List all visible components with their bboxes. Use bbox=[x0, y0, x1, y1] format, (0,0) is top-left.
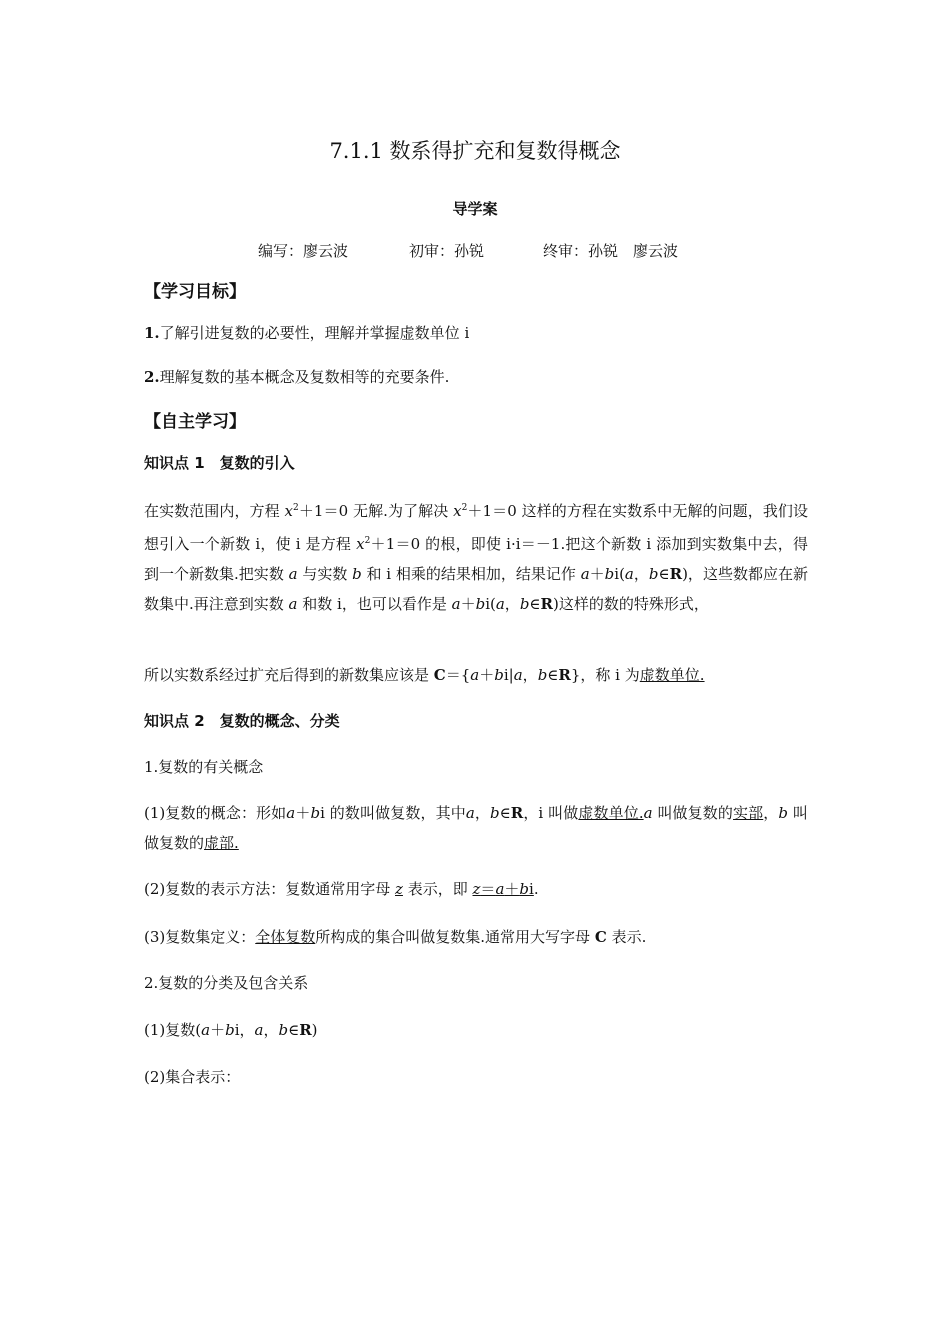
goal-item-2-text: 理解复数的基本概念及复数相等的充要条件. bbox=[159, 368, 450, 386]
page-subtitle: 导学案 bbox=[452, 200, 498, 218]
section-1-item-3: (3)复数集定义：全体复数所构成的集合叫做复数集.通常用大写字母 C 表示. bbox=[144, 928, 647, 946]
self-study-heading: 【自主学习】 bbox=[144, 412, 246, 432]
credit-first-review: 初审：孙锐 bbox=[409, 242, 485, 260]
goal-item-1 bbox=[144, 322, 808, 344]
section-2-title: 2.复数的分类及包含关系 bbox=[144, 974, 309, 992]
goal-item-2-number: 2. bbox=[144, 368, 160, 386]
knowledge-point-1-paragraph: 在实数范围内，方程 $x^2+1=0$ 无解.为了解决 $x^2+1=0$ 这样的方程在实数系中无解的问题，我们设想引入一个新数 i，使 i 是方程 $x^2+1=0$ 的根，即使 i·i＝－1.把这个新数 i 添加到实数集中去，得到一个新数集.把实数 a 与实数 b 和 i 相乘的结果相加，结果记作 a＋bi(a，b∈R)，这些数都应在新数集中.再注意到实数 a 和数 i，也可以看作是 a＋bi(a，b∈R)这样的数的特殊形式， bbox=[144, 502, 808, 613]
knowledge-point-1-title: 知识点 1 复数的引入 bbox=[144, 454, 295, 472]
complex-set-definition: 所以实数系经过扩充后得到的新数集应该是 C＝{a＋bi|a，b∈R}，称 i 为虚数单位. bbox=[144, 666, 705, 684]
section-1-title: 1.复数的有关概念 bbox=[144, 758, 264, 776]
section-2-item-2: (2)集合表示： bbox=[144, 1068, 241, 1086]
goals-heading: 【学习目标】 bbox=[144, 282, 246, 302]
goal-item-1-number: 1. bbox=[144, 324, 160, 342]
page-title: 7.1.1 数系得扩充和复数得概念 bbox=[329, 139, 621, 163]
knowledge-point-2-title: 知识点 2 复数的概念、分类 bbox=[144, 712, 340, 730]
credit-author: 编写：廖云波 bbox=[258, 242, 349, 260]
credits-line bbox=[0, 240, 950, 262]
credit-final-review: 终审：孙锐 廖云波 bbox=[543, 242, 679, 260]
section-1-item-2: (2)复数的表示方法：复数通常用字母 z 表示，即 z＝a＋bi. bbox=[144, 880, 539, 898]
section-2-item-1: (1)复数(a＋bi，a，b∈R) bbox=[144, 1021, 318, 1039]
goal-item-2 bbox=[144, 366, 808, 388]
goal-item-1-text: 了解引进复数的必要性，理解并掌握虚数单位 i bbox=[159, 324, 470, 342]
section-1-item-1: (1)复数的概念：形如a＋bi 的数叫做复数，其中a，b∈R，i 叫做虚数单位.a 叫做复数的实部，b 叫做复数的虚部. bbox=[144, 804, 808, 852]
